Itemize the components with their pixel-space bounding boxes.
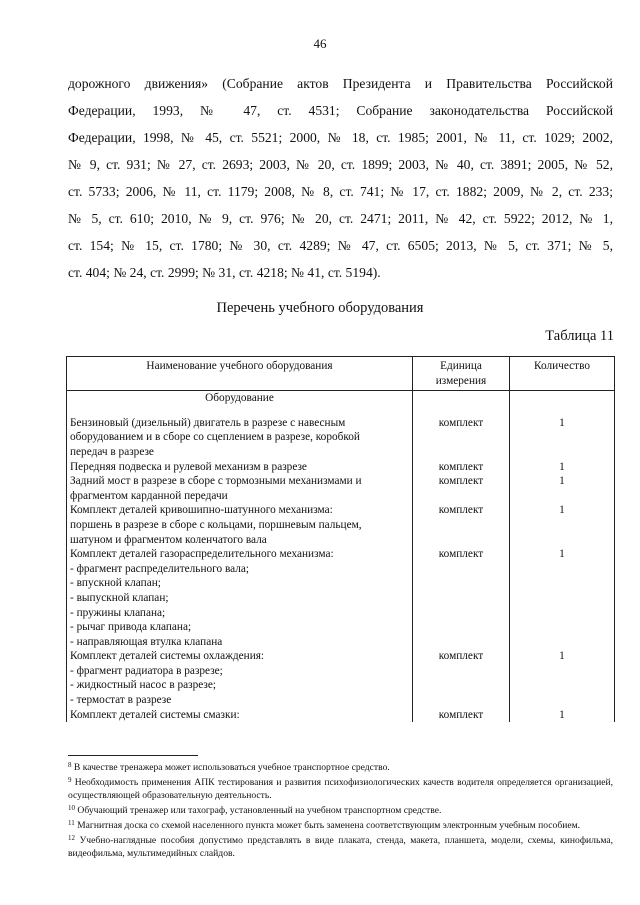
equipment-name-line: - фрагмент распределительного вала; — [70, 562, 250, 575]
equipment-unit: комплект — [413, 416, 510, 460]
section-heading: Перечень учебного оборудования — [216, 300, 424, 316]
header-name: Наименование учебного оборудования — [67, 357, 413, 391]
equipment-name — [67, 547, 413, 649]
equipment-name-line: - жидкостный насос в разрезе; — [70, 679, 217, 692]
equipment-unit: комплект — [413, 547, 510, 649]
table-label: Таблица 11 — [545, 328, 614, 344]
table-row — [67, 649, 615, 707]
paragraph-line: ст. 154; № 15, ст. 1780; № 30, ст. 4289; № 47, ст. 6505; 2013, № 5, ст. 371; № 5, — [68, 238, 613, 253]
footnote-mark: 8 — [68, 761, 72, 769]
equipment-name-line: фрагментом карданной передачи — [70, 489, 228, 502]
equipment-quantity: 1 — [510, 460, 615, 475]
equipment-name-line: Комплект деталей кривошипно-шатунного механизма: — [70, 504, 333, 517]
equipment-name — [67, 416, 413, 460]
footnote — [68, 759, 613, 774]
paragraph-line: дорожного движения» (Собрание актов Президента и Правительства Российской — [68, 76, 613, 91]
equipment-name — [67, 708, 413, 723]
table-row — [67, 474, 615, 503]
footnote-mark: 11 — [68, 819, 75, 828]
footnote-text: Обучающий тренажер или тахограф, установленный на учебном транспортном средстве. — [75, 804, 442, 816]
equipment-name — [67, 649, 413, 707]
equipment-name-line: - фрагмент радиатора в разрезе; — [70, 664, 223, 677]
footnote-mark: 10 — [68, 803, 75, 812]
header-unit: Единица измерения — [413, 357, 510, 391]
paragraph-line: № 5, ст. 610; 2010, № 9, ст. 976; № 20, ст. 2471; 2011, № 42, ст. 5922; 2012, № 1, — [68, 211, 613, 226]
equipment-name — [67, 503, 413, 547]
footnote — [68, 817, 613, 832]
footnote — [68, 802, 613, 817]
section-title: Оборудование — [67, 391, 413, 416]
equipment-unit: комплект — [413, 474, 510, 503]
equipment-name-line: Комплект деталей системы охлаждения: — [70, 650, 265, 663]
equipment-name-line: Комплект деталей газораспределительного механизма: — [70, 548, 334, 561]
equipment-name-line: Задний мост в разрезе в сборе с тормозными механизмами и — [70, 475, 362, 488]
table-section-row — [67, 391, 615, 416]
equipment-unit: комплект — [413, 708, 510, 723]
equipment-table — [66, 356, 615, 722]
footnote-text: Магнитная доска со схемой населенного пункта может быть заменена соответствующим электронным учебным пособием. — [74, 820, 581, 832]
paragraph-line: ст. 5733; 2006, № 11, ст. 1179; 2008, № 8, ст. 741; № 17, ст. 1882; 2009, № 2, ст. 233; — [68, 184, 613, 199]
paragraph-line: Федерации, 1998, № 45, ст. 5521; 2000, № 18, ст. 1985; 2001, № 11, ст. 1029; 2002, — [68, 130, 613, 145]
equipment-name-line: Передняя подвеска и рулевой механизм в разрезе — [70, 460, 307, 473]
footnotes — [68, 759, 613, 860]
footnote-text: В качестве тренажера может использоваться учебное транспортное средство. — [71, 762, 390, 773]
equipment-name-line: - пружины клапана; — [70, 606, 166, 619]
footnote-text: Необходимость применения АПК тестирования и развития психофизиологических качеств водителя определяется организацией, осуществляющей образовательную деятельность. — [68, 777, 613, 801]
equipment-name-line: - выпускной клапан; — [70, 591, 169, 604]
paragraph-line: № 9, ст. 931; № 27, ст. 2693; 2003, № 20, ст. 1899; 2003, № 40, ст. 3891; 2005, № 52, — [68, 157, 613, 172]
table-row — [67, 416, 615, 460]
footnote-mark: 12 — [68, 834, 75, 843]
equipment-quantity: 1 — [510, 474, 615, 503]
equipment-quantity: 1 — [510, 547, 615, 649]
equipment-quantity: 1 — [510, 503, 615, 547]
paragraph-line: ст. 404; № 24, ст. 2999; № 31, ст. 4218; № 41, ст. 5194). — [68, 265, 381, 280]
equipment-name-line: поршень в разрезе в сборе с кольцами, поршневым пальцем, — [70, 518, 362, 531]
footnote — [68, 832, 613, 860]
footnote-mark: 9 — [68, 776, 72, 785]
body-paragraph — [68, 70, 613, 286]
equipment-name-line: - направляющая втулка клапана — [70, 635, 223, 648]
table-row — [67, 708, 615, 723]
table-row — [67, 503, 615, 547]
paragraph-line: Федерации, 1993, № 47, ст. 4531; Собрание законодательства Российской — [68, 103, 613, 118]
equipment-name-line: - впускной клапан; — [70, 577, 161, 590]
equipment-name-line: Комплект деталей системы смазки: — [70, 708, 240, 721]
equipment-name-line: - рычаг привода клапана; — [70, 621, 192, 634]
footnote-divider — [68, 755, 198, 756]
table-header-row — [67, 357, 615, 391]
equipment-unit: комплект — [413, 649, 510, 707]
equipment-name — [67, 474, 413, 503]
equipment-quantity: 1 — [510, 416, 615, 460]
table-row — [67, 547, 615, 649]
equipment-name — [67, 460, 413, 475]
equipment-name-line: оборудованием и в сборе со сцеплением в разрезе, коробкой — [70, 431, 360, 444]
equipment-name-line: шатуном и фрагментом коленчатого вала — [70, 533, 267, 546]
table-row — [67, 460, 615, 475]
equipment-quantity: 1 — [510, 649, 615, 707]
equipment-name-line: - термостат в разрезе — [70, 694, 172, 707]
equipment-quantity: 1 — [510, 708, 615, 723]
footnote — [68, 774, 613, 802]
equipment-name-line: Бензиновый (дизельный) двигатель в разрезе с навесным — [70, 416, 346, 429]
page-number: 46 — [313, 36, 327, 51]
equipment-name-line: передач в разрезе — [70, 445, 154, 458]
footnote-text: Учебно-наглядные пособия допустимо представлять в виде плаката, стенда, макета, планшета, модели, схемы, кинофильма, видеофильма, мультимедийных слайдов. — [68, 835, 613, 859]
equipment-unit: комплект — [413, 460, 510, 475]
equipment-unit: комплект — [413, 503, 510, 547]
header-quantity: Количество — [510, 357, 615, 391]
